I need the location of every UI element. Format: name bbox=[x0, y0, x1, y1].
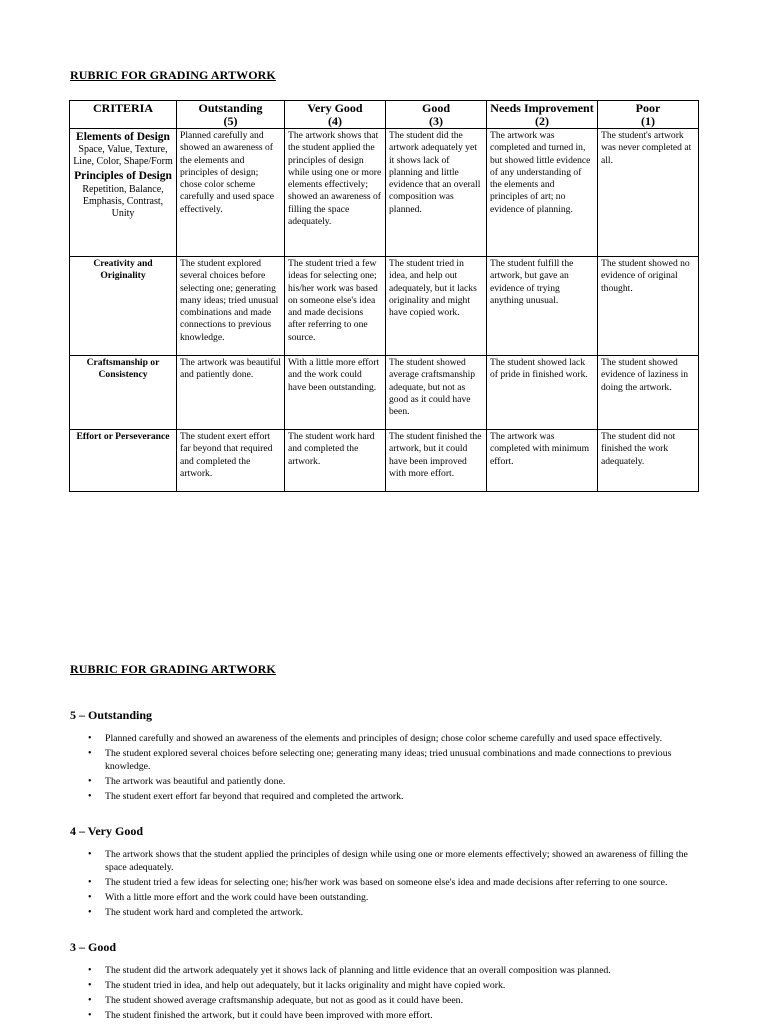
table-cell: The student showed no evidence of original thought. bbox=[598, 257, 699, 356]
list-item: • The artwork shows that the student applied the principles of design while using one or more elements effectively; showed an awareness of filling the space adequately. bbox=[70, 849, 700, 875]
table-cell: The artwork was beautiful and patiently done. bbox=[177, 356, 285, 430]
table-cell: The student did not finished the work adequately. bbox=[598, 430, 699, 492]
list-item: • The student tried a few ideas for selecting one; his/her work was based on someone else's idea and made decisions after referring to one source. bbox=[70, 877, 700, 890]
rubric-table bbox=[69, 100, 699, 492]
list-item: • The student showed average craftsmanship adequate, but not as good as it could have been. bbox=[70, 995, 700, 1008]
table-cell: The student did the artwork adequately yet it shows lack of planning and little evidence that an overall composition was planned. bbox=[386, 129, 487, 257]
column-label: Outstanding bbox=[198, 101, 263, 115]
list-item: • The student explored several choices before selecting one; generating many ideas; tried unusual combinations and made connections to previous knowledge. bbox=[70, 748, 700, 774]
table-cell: The student showed lack of pride in finished work. bbox=[487, 356, 598, 430]
column-header-very-good bbox=[285, 101, 386, 129]
table-cell: The student fulfill the artwork, but gave an evidence of trying anything unusual. bbox=[487, 257, 598, 356]
rubric-title: RUBRIC FOR GRADING ARTWORK bbox=[70, 68, 276, 82]
table-row bbox=[70, 129, 699, 257]
criteria-subtitle: Repetition, Balance, Emphasis, Contrast, Unity bbox=[82, 184, 164, 219]
rubric-title: RUBRIC FOR GRADING ARTWORK bbox=[70, 662, 276, 676]
table-cell: The student showed average craftsmanship adequate, but not as good as it could have been. bbox=[386, 356, 487, 430]
bullet-list-outstanding bbox=[70, 733, 700, 806]
criteria-header: CRITERIA bbox=[70, 101, 177, 129]
list-item: • With a little more effort and the work could have been outstanding. bbox=[70, 892, 700, 905]
column-score: (3) bbox=[429, 114, 443, 128]
table-cell: The student's artwork was never completed at all. bbox=[598, 129, 699, 257]
table-cell: Planned carefully and showed an awareness of the elements and principles of design; chose color scheme carefully and used space effectively. bbox=[177, 129, 285, 257]
table-cell: The student finished the artwork, but it could have been improved with more effort. bbox=[386, 430, 487, 492]
section-heading-good: 3 – Good bbox=[70, 940, 117, 954]
table-cell: The artwork was completed with minimum effort. bbox=[487, 430, 598, 492]
list-item: • The student exert effort far beyond that required and completed the artwork. bbox=[70, 791, 700, 804]
list-item: • The student finished the artwork, but it could have been improved with more effort. bbox=[70, 1010, 700, 1023]
column-header-outstanding bbox=[177, 101, 285, 129]
section-heading-very-good: 4 – Very Good bbox=[70, 824, 144, 838]
column-score: (5) bbox=[223, 114, 238, 128]
column-header-good bbox=[386, 101, 487, 129]
criteria-cell: Creativity and Originality bbox=[70, 257, 177, 356]
list-item: • Planned carefully and showed an awareness of the elements and principles of design; chose color scheme carefully and used space effectively. bbox=[70, 733, 700, 746]
criteria-subtitle: Space, Value, Texture, Line, Color, Shape/Form bbox=[73, 144, 173, 167]
list-item: • The student tried in idea, and help out adequately, but it lacks originality and might have copied work. bbox=[70, 980, 700, 993]
criteria-title: Elements of Design bbox=[76, 131, 170, 143]
table-header-row bbox=[70, 101, 699, 129]
table-row bbox=[70, 430, 699, 492]
criteria-cell: Craftsmanship or Consistency bbox=[70, 356, 177, 430]
table-cell: The artwork shows that the student applied the principles of design while using one or more elements effectively; showed an awareness of filling the space adequately. bbox=[285, 129, 386, 257]
bullet-list-very-good bbox=[70, 849, 700, 922]
column-header-poor bbox=[598, 101, 699, 129]
table-cell: The student exert effort far beyond that required and completed the artwork. bbox=[177, 430, 285, 492]
criteria-cell bbox=[70, 129, 177, 257]
table-cell: The student tried a few ideas for selecting one; his/her work was based on someone else's idea and made decisions after referring to one source. bbox=[285, 257, 386, 356]
column-label: Needs Improvement bbox=[490, 101, 594, 115]
column-label: Good bbox=[421, 101, 450, 115]
table-cell: The artwork was completed and turned in, but showed little evidence of any understanding of the elements and principles of art; no evidence of planning. bbox=[487, 129, 598, 257]
table-cell: With a little more effort and the work could have been outstanding. bbox=[285, 356, 386, 430]
table-cell: The student tried in idea, and help out adequately, but it lacks originality and might have copied work. bbox=[386, 257, 487, 356]
section-heading-outstanding: 5 – Outstanding bbox=[70, 708, 153, 722]
column-score: (4) bbox=[328, 114, 342, 128]
column-label: Very Good bbox=[307, 101, 363, 115]
table-cell: The student work hard and completed the artwork. bbox=[285, 430, 386, 492]
column-score: (2) bbox=[535, 114, 549, 128]
table-row bbox=[70, 257, 699, 356]
criteria-title: Principles of Design bbox=[74, 170, 172, 182]
table-cell: The student explored several choices before selecting one; generating many ideas; tried unusual combinations and made connections to previous knowledge. bbox=[177, 257, 285, 356]
column-score: (1) bbox=[641, 114, 655, 128]
list-item: • The artwork was beautiful and patiently done. bbox=[70, 776, 700, 789]
list-item: • The student work hard and completed the artwork. bbox=[70, 907, 700, 920]
column-label: Poor bbox=[635, 101, 661, 115]
criteria-cell: Effort or Perseverance bbox=[70, 430, 177, 492]
table-row bbox=[70, 356, 699, 430]
column-header-needs-improvement bbox=[487, 101, 598, 129]
table-cell: The student showed evidence of laziness in doing the artwork. bbox=[598, 356, 699, 430]
list-item: • The student did the artwork adequately yet it shows lack of planning and little evidence that an overall composition was planned. bbox=[70, 965, 700, 978]
bullet-list-good bbox=[70, 965, 700, 1025]
